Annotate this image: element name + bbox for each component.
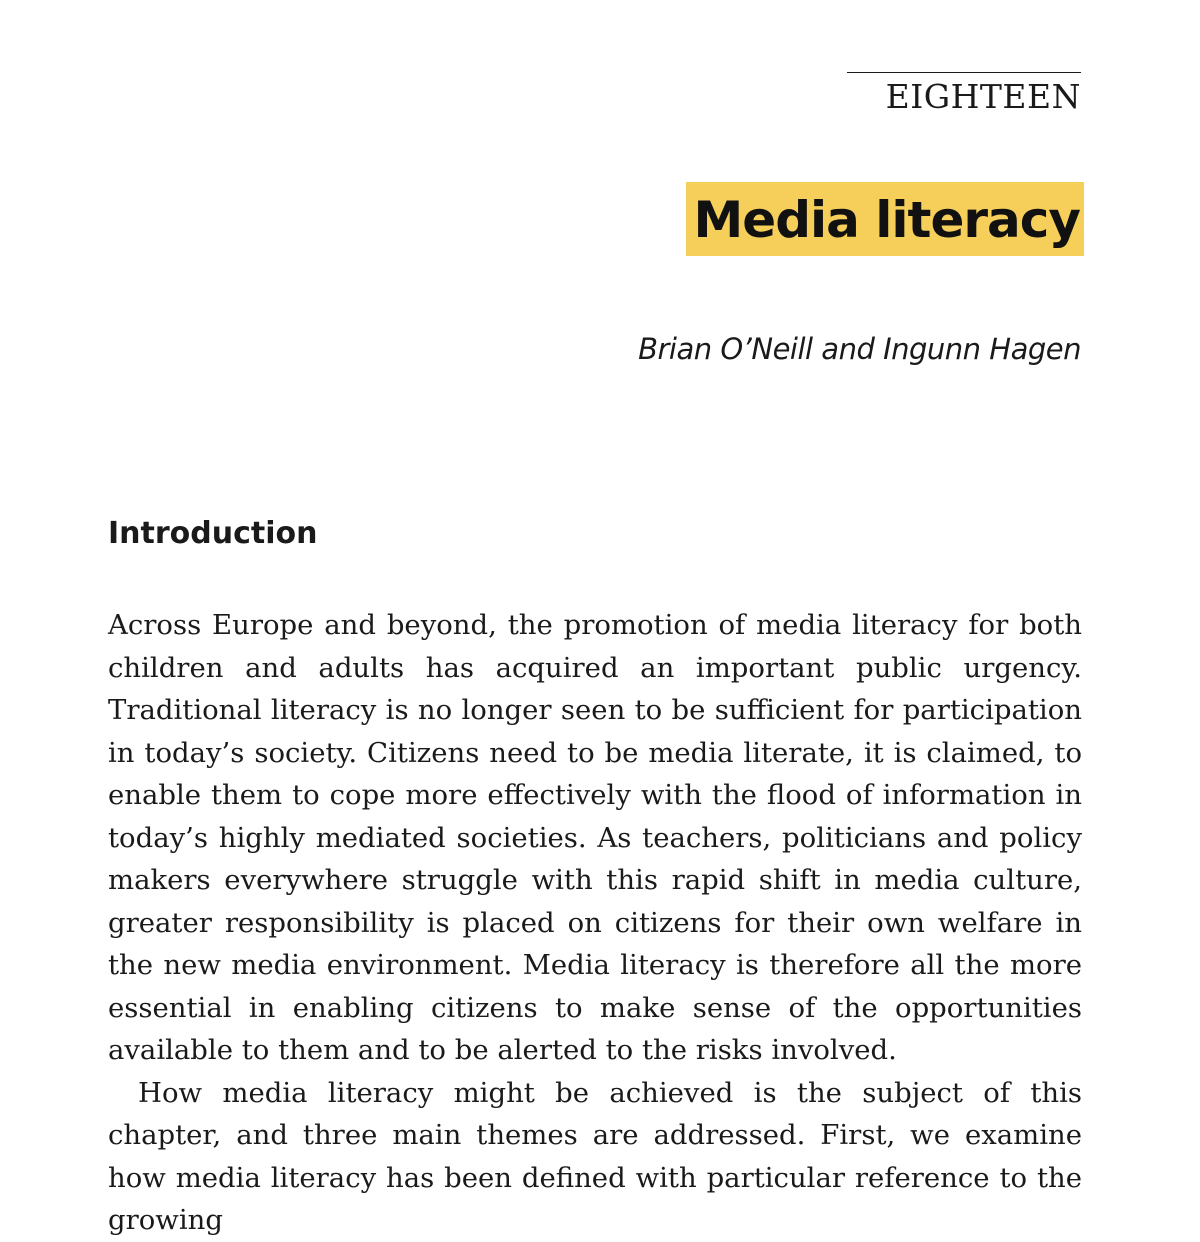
chapter-authors: Brian O’Neill and Ingunn Hagen (638, 332, 1081, 366)
section-heading: Introduction (108, 516, 318, 551)
paragraph: How media literacy might be achieved is the subject of this chapter, and three main themes are addressed. First, we examine how media literacy has been defined with particular reference to the growing (108, 1076, 1082, 1236)
chapter-rule (847, 72, 1081, 73)
chapter-title: Media literacy (693, 191, 1080, 249)
chapter-number-block (847, 72, 1081, 115)
body-text (108, 604, 1082, 1242)
chapter-number: EIGHTEEN (885, 77, 1081, 116)
paragraph: Across Europe and beyond, the promotion of media literacy for both children and adults has acquired an important public urgency. Traditional literacy is no longer seen to be sufficient for participation in today’s society. Citizens need to be media literate, it is claimed, to enable them to cope more effectively with the flood of information in today’s highly mediated societies. As teachers, politicians and policy makers everywhere struggle with this rapid shift in media culture, greater responsibility is placed on citizens for their own welfare in the new media environment. Media literacy is therefore all the more essential in enabling citizens to make sense of the opportunities available to them and to be alerted to the risks involved. (108, 609, 1082, 1066)
chapter-title-highlight (686, 182, 1084, 256)
